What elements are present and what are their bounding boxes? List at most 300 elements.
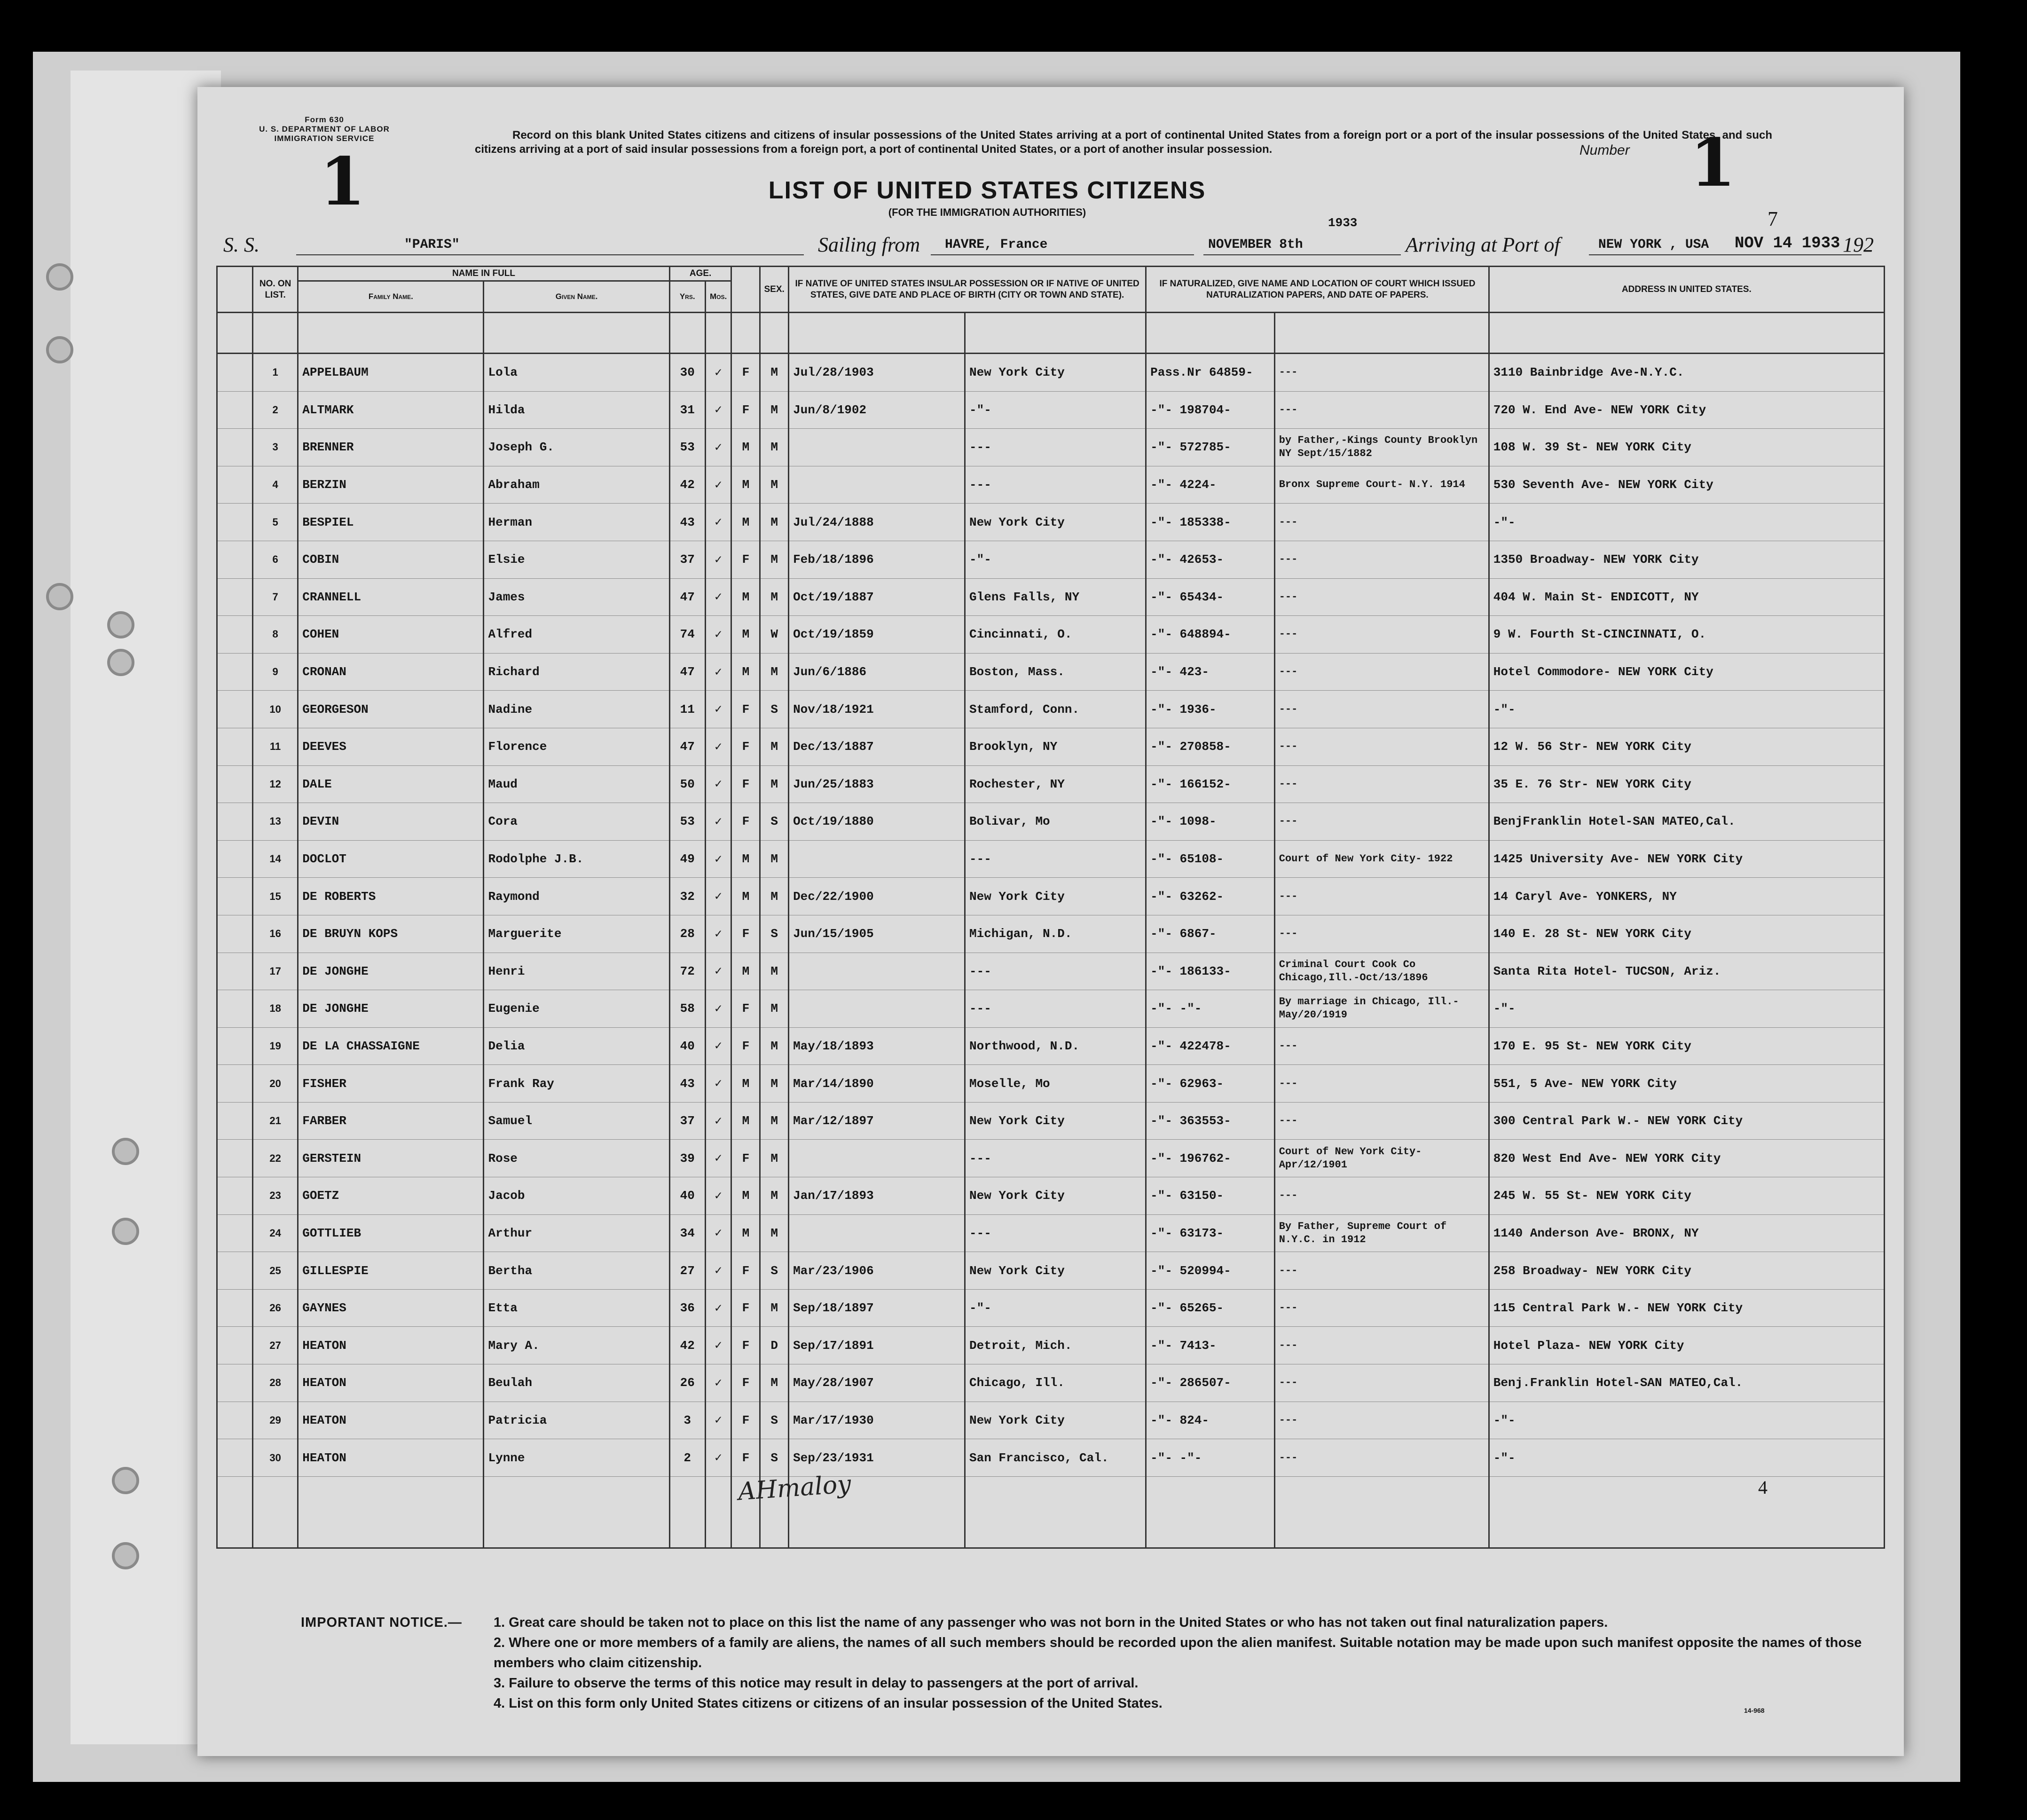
table-row: [217, 1439, 1885, 1477]
arrival-port: NEW YORK , USA: [1598, 237, 1709, 252]
sex: M: [731, 578, 760, 616]
us-address: Hotel Commodore- NEW YORK City: [1489, 653, 1884, 691]
row-number: 3: [253, 429, 298, 466]
age-years: 36: [669, 1289, 705, 1327]
marital-status: M: [760, 1102, 789, 1140]
passport-number: -"- 196762-: [1146, 1140, 1275, 1177]
birth-place: San Francisco, Cal.: [965, 1439, 1146, 1477]
row-number: 17: [253, 953, 298, 990]
us-address: 12 W. 56 Str- NEW YORK City: [1489, 728, 1884, 765]
sex: M: [731, 1102, 760, 1140]
row-number: 16: [253, 915, 298, 953]
sex: M: [731, 616, 760, 654]
naturalization-court: ---: [1274, 1327, 1489, 1364]
birth-place: Northwood, N.D.: [965, 1027, 1146, 1065]
birth-date: Dec/13/1887: [789, 728, 965, 765]
family-name: GILLESPIE: [298, 1252, 484, 1290]
age-years: 40: [669, 1177, 705, 1215]
age-years: 47: [669, 728, 705, 765]
family-name: GOETZ: [298, 1177, 484, 1215]
row-number: 19: [253, 1027, 298, 1065]
birth-place: ---: [965, 1140, 1146, 1177]
given-name: Nadine: [484, 691, 669, 728]
row-number: 7: [253, 578, 298, 616]
birth-date: Oct/19/1880: [789, 803, 965, 841]
birth-date: May/18/1893: [789, 1027, 965, 1065]
sex: F: [731, 728, 760, 765]
table-row: [217, 1289, 1885, 1327]
birth-date: Oct/19/1887: [789, 578, 965, 616]
us-address: BenjFranklin Hotel-SAN MATEO,Cal.: [1489, 803, 1884, 841]
department-name: U. S. DEPARTMENT OF LABOR: [259, 125, 390, 134]
notice-list: [494, 1613, 1894, 1714]
birth-place: ---: [965, 466, 1146, 504]
family-name: HEATON: [298, 1402, 484, 1439]
marital-status: M: [760, 840, 789, 878]
birth-place: New York City: [965, 1102, 1146, 1140]
sex: F: [731, 691, 760, 728]
family-name: BERZIN: [298, 466, 484, 504]
check-mark: ✓: [705, 541, 731, 578]
check-mark: ✓: [705, 765, 731, 803]
given-name: Henri: [484, 953, 669, 990]
passport-number: -"- 62963-: [1146, 1065, 1275, 1103]
us-address: -"-: [1489, 691, 1884, 728]
table-row: [217, 578, 1885, 616]
family-name: HEATON: [298, 1439, 484, 1477]
check-mark: ✓: [705, 1364, 731, 1402]
birth-place: ---: [965, 1214, 1146, 1252]
table-row: [217, 1027, 1885, 1065]
age-years: 26: [669, 1364, 705, 1402]
birth-place: Rochester, NY: [965, 765, 1146, 803]
age-years: 39: [669, 1140, 705, 1177]
given-name: Marguerite: [484, 915, 669, 953]
sex: M: [731, 653, 760, 691]
birth-date: Sep/23/1931: [789, 1439, 965, 1477]
binder-hole: [46, 263, 73, 291]
margin-cell: [217, 541, 253, 578]
table-row: [217, 1252, 1885, 1290]
birth-place: -"-: [965, 1289, 1146, 1327]
table-row: [217, 803, 1885, 841]
check-mark: ✓: [705, 803, 731, 841]
naturalization-court: ---: [1274, 391, 1489, 429]
passport-number: -"- 186133-: [1146, 953, 1275, 990]
table-row: [217, 915, 1885, 953]
passport-number: -"- -"-: [1146, 990, 1275, 1028]
margin-cell: [217, 840, 253, 878]
binder-hole: [112, 1542, 139, 1569]
margin-cell: [217, 1140, 253, 1177]
form-subtitle: (FOR THE IMMIGRATION AUTHORITIES): [888, 206, 1086, 218]
given-name: Maud: [484, 765, 669, 803]
table-row: [217, 653, 1885, 691]
us-address: 1140 Anderson Ave- BRONX, NY: [1489, 1214, 1884, 1252]
row-number: 18: [253, 990, 298, 1028]
naturalization-court: ---: [1274, 653, 1489, 691]
sex: M: [731, 429, 760, 466]
marital-status: M: [760, 953, 789, 990]
table-row: [217, 1364, 1885, 1402]
marital-status: M: [760, 990, 789, 1028]
birth-place: -"-: [965, 541, 1146, 578]
row-number: 27: [253, 1327, 298, 1364]
marital-status: M: [760, 466, 789, 504]
table-row: [217, 765, 1885, 803]
age-years: 43: [669, 504, 705, 541]
check-mark: ✓: [705, 504, 731, 541]
given-name: Mary A.: [484, 1327, 669, 1364]
sex: M: [731, 953, 760, 990]
margin-cell: [217, 1065, 253, 1103]
us-address: Hotel Plaza- NEW YORK City: [1489, 1327, 1884, 1364]
given-name: Richard: [484, 653, 669, 691]
passport-number: -"- 198704-: [1146, 391, 1275, 429]
birth-date: [789, 429, 965, 466]
margin-cell: [217, 1327, 253, 1364]
naturalization-court: Court of New York City- 1922: [1274, 840, 1489, 878]
age-years: 47: [669, 578, 705, 616]
birth-place: Moselle, Mo: [965, 1065, 1146, 1103]
margin-cell: [217, 803, 253, 841]
table-row: [217, 1402, 1885, 1439]
margin-cell: [217, 1027, 253, 1065]
naturalization-court: ---: [1274, 1252, 1489, 1290]
sex: F: [731, 803, 760, 841]
sex: M: [731, 878, 760, 915]
marital-status: M: [760, 1027, 789, 1065]
sex: F: [731, 391, 760, 429]
age-years: 50: [669, 765, 705, 803]
row-number: 12: [253, 765, 298, 803]
age-years: 30: [669, 354, 705, 392]
birth-place: New York City: [965, 878, 1146, 915]
binder-hole: [112, 1218, 139, 1245]
binder-hole: [107, 649, 134, 676]
passport-number: Pass.Nr 64859-: [1146, 354, 1275, 392]
row-number: 10: [253, 691, 298, 728]
header-mos: Mos.: [705, 281, 731, 313]
sex: F: [731, 1027, 760, 1065]
table-row: [217, 990, 1885, 1028]
row-number: 30: [253, 1439, 298, 1477]
header-family-name: Family Name.: [298, 281, 484, 313]
margin-cell: [217, 391, 253, 429]
ss-label: S. S.: [223, 233, 259, 256]
age-years: 53: [669, 803, 705, 841]
age-years: 37: [669, 541, 705, 578]
us-address: -"-: [1489, 504, 1884, 541]
birth-date: Sep/17/1891: [789, 1327, 965, 1364]
birth-date: Sep/18/1897: [789, 1289, 965, 1327]
sex: F: [731, 915, 760, 953]
family-name: DE JONGHE: [298, 990, 484, 1028]
table-row: [217, 728, 1885, 765]
birth-date: Feb/18/1896: [789, 541, 965, 578]
age-years: 37: [669, 1102, 705, 1140]
us-address: 530 Seventh Ave- NEW YORK City: [1489, 466, 1884, 504]
given-name: Etta: [484, 1289, 669, 1327]
family-name: FISHER: [298, 1065, 484, 1103]
birth-place: Bolivar, Mo: [965, 803, 1146, 841]
check-mark: ✓: [705, 1140, 731, 1177]
blank-row: [217, 313, 1885, 354]
marital-status: M: [760, 1289, 789, 1327]
naturalization-court: ---: [1274, 691, 1489, 728]
birth-place: ---: [965, 990, 1146, 1028]
notice-item-3: 3. Failure to observe the terms of this notice may result in delay to passengers at the port of arrival.: [494, 1676, 1139, 1691]
naturalization-court: By marriage in Chicago, Ill.- May/20/1919: [1274, 990, 1489, 1028]
margin-cell: [217, 1289, 253, 1327]
page-number: 7: [1768, 207, 1778, 230]
header-given-name: Given Name.: [484, 281, 669, 313]
margin-cell: [217, 1402, 253, 1439]
header-sex: SEX.: [760, 267, 789, 313]
table-row: [217, 391, 1885, 429]
age-years: 47: [669, 653, 705, 691]
header-tick: [731, 267, 760, 313]
birth-place: -"-: [965, 391, 1146, 429]
sex: F: [731, 1327, 760, 1364]
age-years: 32: [669, 878, 705, 915]
notice-item-4: 4. List on this form only United States citizens or citizens of an insular possession of the United States.: [494, 1696, 1163, 1711]
birth-place: New York City: [965, 504, 1146, 541]
naturalization-court: ---: [1274, 504, 1489, 541]
notice-item-1: 1. Great care should be taken not to place on this list the name of any passenger who was not born in the United States or who has not taken out final naturalization papers.: [494, 1615, 1608, 1630]
row-number: 20: [253, 1065, 298, 1103]
us-address: 551, 5 Ave- NEW YORK City: [1489, 1065, 1884, 1103]
marital-status: M: [760, 1140, 789, 1177]
naturalization-court: ---: [1274, 578, 1489, 616]
margin-cell: [217, 915, 253, 953]
us-address: 170 E. 95 St- NEW YORK City: [1489, 1027, 1884, 1065]
us-address: -"-: [1489, 990, 1884, 1028]
table-row: [217, 878, 1885, 915]
marital-status: M: [760, 391, 789, 429]
family-name: DEEVES: [298, 728, 484, 765]
row-number: 14: [253, 840, 298, 878]
check-mark: ✓: [705, 653, 731, 691]
us-address: -"-: [1489, 1402, 1884, 1439]
birth-date: Jun/6/1886: [789, 653, 965, 691]
passport-number: -"- 1936-: [1146, 691, 1275, 728]
naturalization-court: Bronx Supreme Court- N.Y. 1914: [1274, 466, 1489, 504]
given-name: Jacob: [484, 1177, 669, 1215]
margin-cell: [217, 1252, 253, 1290]
birth-place: Brooklyn, NY: [965, 728, 1146, 765]
age-years: 49: [669, 840, 705, 878]
check-mark: ✓: [705, 1289, 731, 1327]
binder-hole: [46, 583, 73, 610]
row-number: 26: [253, 1289, 298, 1327]
passport-number: -"- 423-: [1146, 653, 1275, 691]
passport-number: -"- 166152-: [1146, 765, 1275, 803]
naturalization-court: ---: [1274, 1027, 1489, 1065]
family-name: DEVIN: [298, 803, 484, 841]
given-name: Bertha: [484, 1252, 669, 1290]
us-address: 140 E. 28 St- NEW YORK City: [1489, 915, 1884, 953]
age-years: 31: [669, 391, 705, 429]
birth-place: New York City: [965, 354, 1146, 392]
check-mark: ✓: [705, 466, 731, 504]
sex: F: [731, 541, 760, 578]
given-name: Delia: [484, 1027, 669, 1065]
age-years: 72: [669, 953, 705, 990]
header-yrs: Yrs.: [669, 281, 705, 313]
table-row: [217, 840, 1885, 878]
row-number: 29: [253, 1402, 298, 1439]
family-name: BRENNER: [298, 429, 484, 466]
family-name: ALTMARK: [298, 391, 484, 429]
naturalization-court: ---: [1274, 765, 1489, 803]
check-mark: ✓: [705, 1214, 731, 1252]
family-name: GAYNES: [298, 1289, 484, 1327]
naturalization-court: ---: [1274, 728, 1489, 765]
marital-status: M: [760, 728, 789, 765]
age-years: 11: [669, 691, 705, 728]
given-name: James: [484, 578, 669, 616]
marital-status: M: [760, 429, 789, 466]
arrival-date-stamp: NOV 14 1933: [1735, 235, 1840, 252]
birth-place: Cincinnati, O.: [965, 616, 1146, 654]
margin-cell: [217, 616, 253, 654]
table-row: [217, 1140, 1885, 1177]
family-name: HEATON: [298, 1327, 484, 1364]
birth-date: Mar/23/1906: [789, 1252, 965, 1290]
binder-hole: [112, 1467, 139, 1494]
check-mark: ✓: [705, 429, 731, 466]
check-mark: ✓: [705, 990, 731, 1028]
marital-status: S: [760, 691, 789, 728]
table-row: [217, 1102, 1885, 1140]
passport-number: -"- 7413-: [1146, 1327, 1275, 1364]
family-name: CRONAN: [298, 653, 484, 691]
passport-number: -"- 185338-: [1146, 504, 1275, 541]
age-years: 42: [669, 1327, 705, 1364]
birth-date: Mar/12/1897: [789, 1102, 965, 1140]
given-name: Elsie: [484, 541, 669, 578]
handwritten-year: 1933: [1328, 216, 1358, 230]
check-mark: ✓: [705, 728, 731, 765]
family-name: GEORGESON: [298, 691, 484, 728]
marital-status: D: [760, 1327, 789, 1364]
row-number: 24: [253, 1214, 298, 1252]
row-number: 21: [253, 1102, 298, 1140]
birth-date: [789, 953, 965, 990]
naturalization-court: ---: [1274, 915, 1489, 953]
passport-number: -"- 65434-: [1146, 578, 1275, 616]
us-address: 820 West End Ave- NEW YORK City: [1489, 1140, 1884, 1177]
table-row: [217, 466, 1885, 504]
sex: F: [731, 990, 760, 1028]
naturalization-court: ---: [1274, 1102, 1489, 1140]
sex: M: [731, 1177, 760, 1215]
naturalization-court: By Father, Supreme Court of N.Y.C. in 1912: [1274, 1214, 1489, 1252]
service-name: IMMIGRATION SERVICE: [274, 134, 375, 143]
sex: M: [731, 466, 760, 504]
given-name: Hilda: [484, 391, 669, 429]
given-name: Florence: [484, 728, 669, 765]
given-name: Herman: [484, 504, 669, 541]
margin-cell: [217, 691, 253, 728]
age-years: 40: [669, 1027, 705, 1065]
manifest-sheet: [197, 87, 1904, 1756]
age-years: 28: [669, 915, 705, 953]
list-number: 1: [1690, 125, 1736, 202]
margin-cell: [217, 1214, 253, 1252]
given-name: Arthur: [484, 1214, 669, 1252]
check-mark: ✓: [705, 1402, 731, 1439]
passport-number: -"- 63150-: [1146, 1177, 1275, 1215]
family-name: DE JONGHE: [298, 953, 484, 990]
naturalization-court: Criminal Court Cook Co Chicago,Ill.-Oct/13/1896: [1274, 953, 1489, 990]
family-name: DE BRUYN KOPS: [298, 915, 484, 953]
us-address: 720 W. End Ave- NEW YORK City: [1489, 391, 1884, 429]
birth-date: Oct/19/1859: [789, 616, 965, 654]
table-row: [217, 616, 1885, 654]
passport-number: -"- 63173-: [1146, 1214, 1275, 1252]
age-years: 2: [669, 1439, 705, 1477]
check-mark: ✓: [705, 1252, 731, 1290]
naturalization-court: ---: [1274, 1402, 1489, 1439]
family-name: DE LA CHASSAIGNE: [298, 1027, 484, 1065]
row-number: 23: [253, 1177, 298, 1215]
margin-cell: [217, 653, 253, 691]
margin-header: [217, 267, 253, 313]
us-address: 115 Central Park W.- NEW YORK City: [1489, 1289, 1884, 1327]
table-row: [217, 1177, 1885, 1215]
passport-number: -"- 363553-: [1146, 1102, 1275, 1140]
check-mark: ✓: [705, 1439, 731, 1477]
passport-number: -"- 648894-: [1146, 616, 1275, 654]
marital-status: M: [760, 578, 789, 616]
margin-cell: [217, 1177, 253, 1215]
family-name: BESPIEL: [298, 504, 484, 541]
naturalization-court: ---: [1274, 1289, 1489, 1327]
family-name: COBIN: [298, 541, 484, 578]
us-address: -"-: [1489, 1439, 1884, 1477]
us-address: 9 W. Fourth St-CINCINNATI, O.: [1489, 616, 1884, 654]
birth-place: New York City: [965, 1252, 1146, 1290]
sex: F: [731, 354, 760, 392]
birth-place: Detroit, Mich.: [965, 1327, 1146, 1364]
given-name: Beulah: [484, 1364, 669, 1402]
family-name: HEATON: [298, 1364, 484, 1402]
family-name: CRANNELL: [298, 578, 484, 616]
form-title: LIST OF UNITED STATES CITIZENS: [768, 177, 1206, 204]
us-address: 245 W. 55 St- NEW YORK City: [1489, 1177, 1884, 1215]
check-mark: ✓: [705, 1027, 731, 1065]
birth-date: Mar/17/1930: [789, 1402, 965, 1439]
sailing-label: Sailing from: [818, 233, 920, 256]
marital-status: M: [760, 878, 789, 915]
binder-hole: [112, 1138, 139, 1165]
margin-cell: [217, 1439, 253, 1477]
age-years: 27: [669, 1252, 705, 1290]
binder-hole: [107, 611, 134, 638]
passport-number: -"- 286507-: [1146, 1364, 1275, 1402]
margin-cell: [217, 1364, 253, 1402]
passport-number: -"- 6867-: [1146, 915, 1275, 953]
table-row: [217, 691, 1885, 728]
check-mark: ✓: [705, 953, 731, 990]
table-row: [217, 541, 1885, 578]
row-number: 6: [253, 541, 298, 578]
row-number: 28: [253, 1364, 298, 1402]
birth-date: Jun/15/1905: [789, 915, 965, 953]
check-mark: ✓: [705, 616, 731, 654]
